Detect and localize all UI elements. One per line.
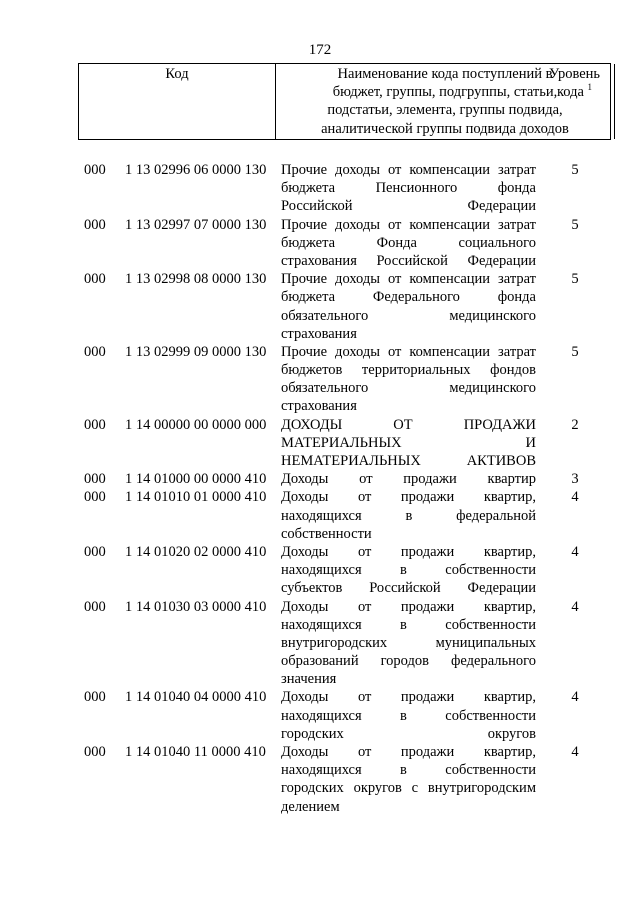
income-name-word: Доходы <box>281 543 329 560</box>
income-name-word: бюджета <box>281 180 336 197</box>
income-name-word: муниципальных <box>435 634 536 651</box>
income-name-word: городов <box>380 653 429 670</box>
income-name-word: продажи <box>400 689 455 706</box>
income-name-word: делением <box>281 798 340 815</box>
income-name-word: ДОХОДЫ <box>281 416 343 433</box>
income-name-word: социального <box>458 234 536 251</box>
income-name-word: Доходы <box>281 689 329 706</box>
income-code: 1 13 02996 06 0000 130 <box>125 162 267 178</box>
income-name-line <box>281 670 536 688</box>
income-name-word: Федерального <box>372 289 460 306</box>
code-level: 4 <box>571 543 579 560</box>
income-name-word: федеральной <box>456 507 536 524</box>
income-name-word: субъектов Российской Федерации <box>281 580 536 597</box>
income-name-word: страхования Российской Федерации <box>281 252 536 269</box>
income-name-word: обязательного <box>281 307 369 324</box>
income-name-word: собственности <box>445 762 536 779</box>
income-name-line <box>281 561 536 579</box>
admin-code: 000 <box>84 543 106 560</box>
income-name-word: Прочие доходы от компенсации затрат <box>281 271 536 288</box>
income-name-word: медицинского <box>449 307 536 324</box>
admin-code: 000 <box>84 689 106 706</box>
income-name-word: фондов <box>490 362 536 379</box>
header-level-line <box>538 83 611 101</box>
income-name-line <box>281 779 536 797</box>
admin-code: 000 <box>84 162 106 178</box>
header-name-line: бюджет, группы, подгруппы, статьи, <box>332 84 558 101</box>
code-level: 4 <box>571 489 579 506</box>
income-name-word: в <box>400 616 407 633</box>
income-code: 1 13 02997 07 0000 130 <box>125 216 267 233</box>
code-level: 4 <box>571 744 579 760</box>
income-name-line <box>281 179 536 197</box>
income-name-line <box>281 488 536 506</box>
income-name-line <box>281 397 536 415</box>
income-name-word: квартир, <box>483 489 536 506</box>
income-name-line <box>281 416 536 434</box>
income-name-word: Доходы <box>281 598 329 615</box>
income-name-line <box>281 725 536 743</box>
income-name-line <box>281 598 536 616</box>
income-code: 1 14 01040 11 0000 410 <box>125 744 266 760</box>
income-name-line <box>281 616 536 634</box>
income-name-word: от <box>357 689 372 706</box>
income-name-line <box>281 307 536 325</box>
income-name-word: от <box>357 598 372 615</box>
admin-code: 000 <box>84 471 106 488</box>
income-name-word: ПРОДАЖИ <box>463 416 536 433</box>
income-name-line <box>281 579 536 597</box>
code-level: 5 <box>571 271 579 288</box>
income-name-word: в <box>400 707 407 724</box>
income-name-line <box>281 161 536 179</box>
code-level: 5 <box>571 343 579 360</box>
income-name-word: от <box>357 543 372 560</box>
table-header <box>78 63 611 140</box>
table-row <box>0 343 640 416</box>
income-name-line <box>281 379 536 397</box>
admin-code: 000 <box>84 416 106 433</box>
income-name-word: Фонда <box>376 234 417 251</box>
income-name-word: медицинского <box>449 380 536 397</box>
income-name-word: собственности <box>445 562 536 579</box>
income-name-word: продажи <box>400 543 455 560</box>
code-level: 4 <box>571 598 579 615</box>
page-number: 172 <box>308 42 332 58</box>
income-name-word: Доходы от продажи квартир <box>281 471 536 488</box>
income-name <box>281 161 536 216</box>
income-name <box>281 543 536 598</box>
income-name-line <box>281 252 536 270</box>
admin-code: 000 <box>84 271 106 288</box>
income-name-word: бюджетов <box>281 362 343 379</box>
income-name-word: Российской Федерации <box>281 198 536 215</box>
income-name <box>281 743 536 816</box>
income-name-word: значения <box>281 671 337 688</box>
income-name-line <box>281 761 536 779</box>
header-name-line: аналитической группы подвида доходов <box>321 120 569 137</box>
income-name-word: находящихся <box>281 507 362 524</box>
income-name-word: в <box>400 562 407 579</box>
table-row <box>0 543 640 598</box>
income-code: 1 14 01040 04 0000 410 <box>125 689 267 706</box>
income-name-line <box>281 543 536 561</box>
table-row <box>0 416 640 471</box>
header-code: Код <box>165 66 189 82</box>
income-name-word: Прочие доходы от компенсации затрат <box>281 216 536 233</box>
income-name-line <box>281 507 536 525</box>
income-name <box>281 270 536 343</box>
income-name-word: находящихся <box>281 707 362 724</box>
header-level-word: кода <box>556 84 584 101</box>
admin-code: 000 <box>84 744 106 760</box>
income-code: 1 13 02999 09 0000 130 <box>125 343 267 360</box>
admin-code: 000 <box>84 343 106 360</box>
income-name-word: в <box>405 507 413 524</box>
income-name-word: квартир, <box>483 689 536 706</box>
income-name-line <box>281 634 536 652</box>
table-body <box>0 161 640 816</box>
admin-code: 000 <box>84 489 106 506</box>
income-name-line <box>281 798 536 816</box>
income-name-word: находящихся <box>281 562 362 579</box>
income-name-line <box>281 216 536 234</box>
income-name-word: городских округов <box>281 725 536 742</box>
income-name-word: квартир, <box>483 598 536 615</box>
income-name-word: внутригородских <box>281 634 388 651</box>
table-row <box>0 216 640 271</box>
header-name-line: подстатьи, элемента, группы подвида, <box>327 102 563 119</box>
table-row <box>0 488 640 543</box>
income-code: 1 13 02998 08 0000 130 <box>125 271 267 288</box>
income-name-line <box>281 688 536 706</box>
income-code: 1 14 00000 00 0000 000 <box>125 416 267 433</box>
income-name-word: Прочие доходы от компенсации затрат <box>281 162 536 178</box>
income-name-word: Прочие доходы от компенсации затрат <box>281 343 536 360</box>
income-name-word: фонда <box>497 180 536 197</box>
income-name-line <box>281 288 536 306</box>
income-name-word: в <box>400 762 407 779</box>
code-level: 4 <box>571 689 579 706</box>
income-name-word: продажи <box>400 744 455 760</box>
header-level <box>538 64 611 140</box>
income-name-word: квартир, <box>483 543 536 560</box>
code-level: 2 <box>571 416 579 433</box>
income-name-line <box>281 452 536 470</box>
income-name-line <box>281 361 536 379</box>
income-code: 1 14 01020 02 0000 410 <box>125 543 267 560</box>
income-name-word: обязательного <box>281 380 369 397</box>
income-name-word: собственности <box>445 707 536 724</box>
income-name-word: Доходы <box>281 489 329 506</box>
income-name-word: собственности <box>281 525 372 542</box>
code-level: 5 <box>571 216 579 233</box>
income-code: 1 14 01010 01 0000 410 <box>125 489 267 506</box>
income-name-word: продажи <box>400 489 455 506</box>
income-name-line <box>281 234 536 252</box>
income-name-word: Пенсионного <box>375 180 458 197</box>
income-name-word: Доходы <box>281 744 329 760</box>
income-name-word: продажи <box>400 598 455 615</box>
income-name <box>281 470 536 488</box>
income-name-line <box>281 470 536 488</box>
income-name-word: бюджета <box>281 289 336 306</box>
income-name-line <box>281 652 536 670</box>
code-level: 5 <box>571 162 579 178</box>
income-name <box>281 488 536 543</box>
footnote-marker: 1 <box>587 82 593 93</box>
income-name-line <box>281 434 536 452</box>
income-name-line <box>281 743 536 761</box>
income-name-line <box>281 325 536 343</box>
admin-code: 000 <box>84 216 106 233</box>
header-name-line: Наименование кода поступлений в <box>337 66 553 82</box>
table-row <box>0 161 640 216</box>
income-name-line <box>281 707 536 725</box>
income-code: 1 14 01030 03 0000 410 <box>125 598 267 615</box>
income-code: 1 14 01000 00 0000 410 <box>125 471 267 488</box>
table-row <box>0 743 640 816</box>
income-name-word: страхования <box>281 398 357 415</box>
income-name-line <box>281 270 536 288</box>
income-name-word: НЕМАТЕРИАЛЬНЫХ АКТИВОВ <box>281 453 536 469</box>
income-name <box>281 216 536 271</box>
income-name <box>281 598 536 689</box>
income-name-word: бюджета <box>281 234 336 251</box>
table-row <box>0 688 640 743</box>
income-name-word: И <box>525 434 536 451</box>
income-name-word: территориальных <box>361 362 471 379</box>
income-name-word: собственности <box>445 616 536 633</box>
income-name <box>281 688 536 743</box>
income-name-word: от <box>357 489 372 506</box>
income-name-word: находящихся <box>281 762 362 779</box>
income-name-line <box>281 197 536 215</box>
income-name-word: квартир, <box>483 744 536 760</box>
table-row <box>0 598 640 689</box>
income-name-word: фонда <box>497 289 536 306</box>
code-level: 3 <box>571 471 579 488</box>
income-name-word: страхования <box>281 325 357 342</box>
income-name-line <box>281 525 536 543</box>
income-name-word: от <box>357 744 372 760</box>
income-name-word: федерального <box>451 653 536 670</box>
table-row <box>0 270 640 343</box>
income-name <box>281 343 536 416</box>
admin-code: 000 <box>84 598 106 615</box>
income-name-line <box>281 343 536 361</box>
income-name-word: находящихся <box>281 616 362 633</box>
income-name-word: городских округов с внутригородским <box>281 780 536 797</box>
table-row <box>0 470 640 488</box>
income-name-word: МАТЕРИАЛЬНЫХ <box>281 434 402 451</box>
income-name-word: ОТ <box>393 416 413 433</box>
header-level-line: Уровень <box>548 66 601 82</box>
income-name-word: образований <box>281 653 359 670</box>
income-name <box>281 416 536 471</box>
